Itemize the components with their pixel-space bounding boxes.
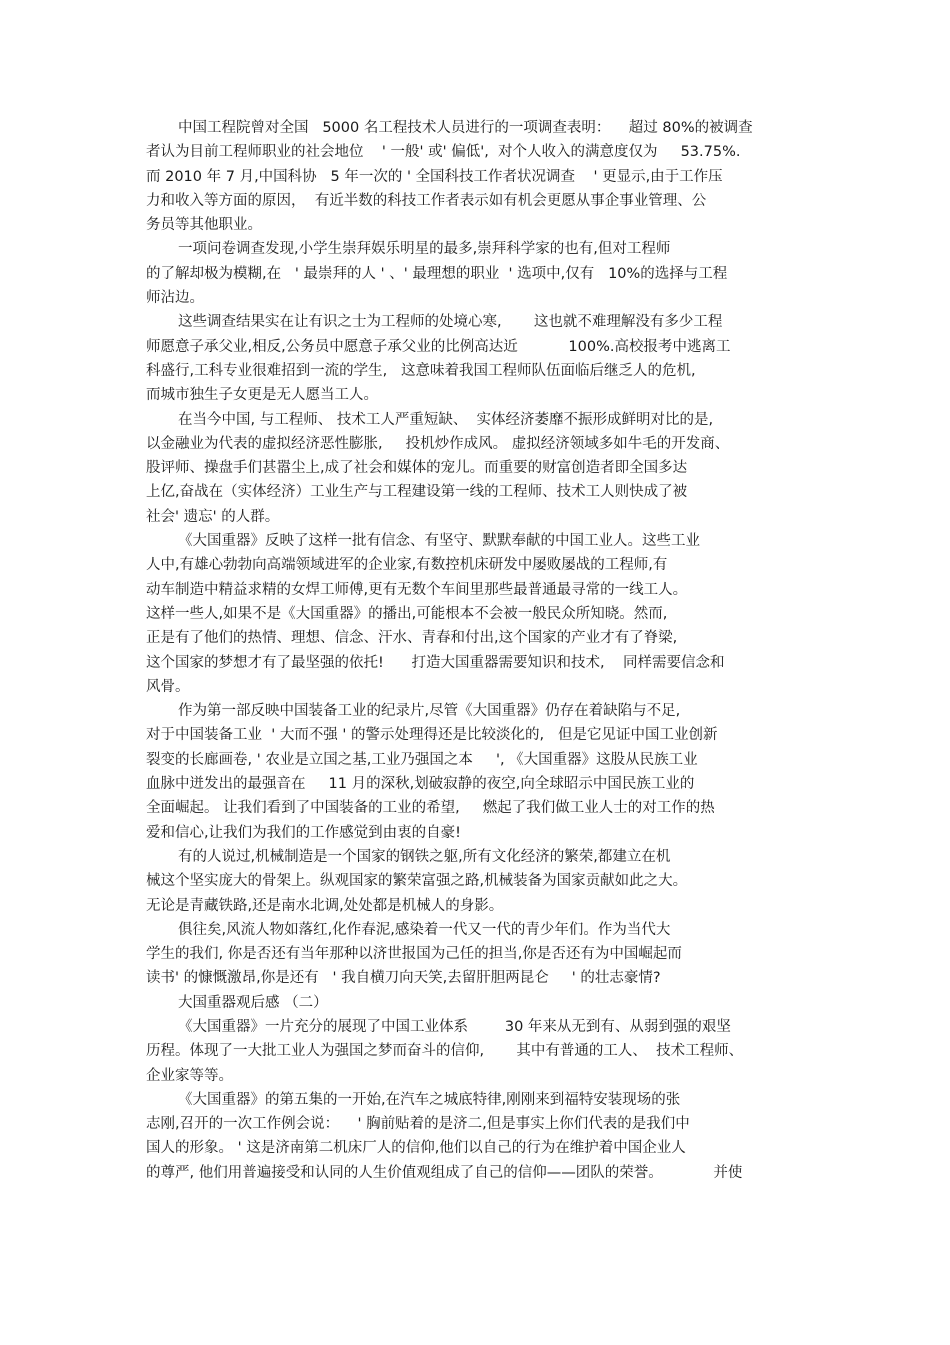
text-line: 爱和信心,让我们为我们的工作感觉到由衷的自豪!: [146, 824, 461, 841]
text-line: 中国工程院曾对全国 5000 名工程技术人员进行的一项调查表明： 超过 80%的被调查: [178, 120, 753, 136]
text-line: 《大国重器》的第五集的一开始,在汽车之城底特律,刚刚来到福特安装现场的张: [178, 1091, 681, 1108]
text-line: 国人的形象。 ' 这是济南第二机床厂人的信仰,他们以自己的行为在维护着中国企业人: [146, 1140, 686, 1157]
text-line: 读书' 的慷慨激昂,你是还有 ' 我自横刀向天笑,去留肝胆两昆仑 ' 的壮志豪情?: [146, 970, 661, 987]
text-line: 师沾边。: [146, 290, 204, 307]
text-line: 以金融业为代表的虚拟经济恶性膨胀, 投机炒作成风。 虚拟经济领域多如牛毛的开发商、: [146, 435, 730, 452]
text-line: 力和收入等方面的原因， 有近半数的科技工作者表示如有机会更愿从事企事业管理、公: [146, 192, 707, 209]
text-line: 科盛行,工科专业很难招到一流的学生, 这意味着我国工程师队伍面临后继乏人的危机,: [146, 362, 696, 379]
text-line: 在当今中国, 与工程师、 技术工人严重短缺、 实体经济萎靡不振形成鲜明对比的是,: [178, 411, 714, 428]
text-line: 大国重器观后感 （二）: [178, 994, 328, 1011]
text-line: 而城市独生子女更是无人愿当工人。: [146, 387, 378, 404]
text-line: 裂变的长廊画卷, ' 农业是立国之基,工业乃强国之本 ', 《大国重器》这股从民族工业: [146, 751, 698, 768]
text-line: 历程。体现了一大批工业人为强国之梦而奋斗的信仰, 其中有普通的工人、 技术工程师、: [146, 1043, 744, 1060]
text-line: 无论是青藏铁路,还是南水北调,处处都是机械人的身影。: [146, 897, 504, 914]
text-line: 企业家等等。: [146, 1067, 233, 1084]
text-line: 务员等其他职业。: [146, 217, 262, 234]
text-line: 作为第一部反映中国装备工业的纪录片,尽管《大国重器》仍存在着缺陷与不足,: [178, 703, 681, 720]
text-line: 风骨。: [146, 678, 190, 695]
text-line: 械这个坚实庞大的骨架上。纵观国家的繁荣富强之路,机械装备为国家贡献如此之大。: [146, 873, 688, 890]
text-line: 《大国重器》反映了这样一批有信念、有坚守、默默奉献的中国工业人。这些工业: [178, 533, 700, 550]
text-line: 股评师、操盘手们甚嚣尘上,成了社会和媒体的宠儿。而重要的财富创造者即全国多达: [146, 460, 688, 477]
text-line: 人中,有雄心勃勃向高端领域进军的企业家,有数控机床研发中屡败屡战的工程师,有: [146, 557, 668, 574]
text-line: 血脉中迸发出的最强音在 11 月的深秋,划破寂静的夜空,向全球昭示中国民族工业的: [146, 776, 695, 793]
text-line: 正是有了他们的热情、理想、信念、汗水、青春和付出,这个国家的产业才有了脊梁,: [146, 630, 678, 647]
text-line: 的了解却极为模糊,在 ' 最崇拜的人 ' 、' 最理想的职业 ' 选项中,仅有 10%的选择与工程: [146, 265, 728, 282]
text-line: 动车制造中精益求精的女焊工师傅,更有无数个车间里那些最普通最寻常的一线工人。: [146, 581, 688, 598]
text-line: 《大国重器》一片充分的展现了中国工业体系 30 年来从无到有、从弱到强的艰坚: [178, 1018, 731, 1035]
text-line: 对于中国装备工业 ' 大而不强 ' 的警示处理得还是比较淡化的, 但是它见证中国工业创新: [146, 727, 718, 744]
text-line: 的尊严, 他们用普遍接受和认同的人生价值观组成了自己的信仰——团队的荣誉。 并使: [146, 1164, 743, 1181]
document-body: [146, 116, 826, 1185]
text-line: 上亿,奋战在（实体经济）工业生产与工程建设第一线的工程师、技术工人则快成了被: [146, 484, 688, 501]
text-line: 有的人说过,机械制造是一个国家的钢铁之躯,所有文化经济的繁荣,都建立在机: [178, 848, 671, 865]
text-line: 志刚,召开的一次工作例会说： ' 胸前贴着的是济二,但是事实上你们代表的是我们中: [146, 1116, 690, 1133]
text-line: 这些调查结果实在让有识之士为工程师的处境心寒, 这也就不难理解没有多少工程: [178, 314, 723, 331]
text-line: 而 2010 年 7 月,中国科协 5 年一次的 ' 全国科技工作者状况调查 ' 更显示,由于工作压: [146, 168, 723, 185]
text-line: 俱往矣,风流人物如落红,化作春泥,感染着一代又一代的青少年们。作为当代大: [178, 921, 671, 938]
text-line: 这个国家的梦想才有了最坚强的依托! 打造大国重器需要知识和技术, 同样需要信念和: [146, 654, 725, 671]
text-line: 师愿意子承父业,相反,公务员中愿意子承父业的比例高达近 100%.高校报考中逃离工: [146, 338, 731, 355]
text-line: 一项问卷调查发现,小学生崇拜娱乐明星的最多,崇拜科学家的也有,但对工程师: [178, 241, 671, 258]
text-line: 者认为目前工程师职业的社会地位 ' 一般' 或' 偏低', 对个人收入的满意度仅为 53.75%.: [146, 144, 741, 161]
text-line: 社会' 遗忘' 的人群。: [146, 508, 280, 525]
text-line: 全面崛起。 让我们看到了中国装备的工业的希望, 燃起了我们做工业人士的对工作的热: [146, 800, 715, 817]
text-line: 学生的我们, 你是否还有当年那种以济世报国为己任的担当,你是否还有为中国崛起而: [146, 946, 682, 963]
text-line: 这样一些人,如果不是《大国重器》的播出,可能根本不会被一般民众所知晓。然而,: [146, 605, 668, 622]
